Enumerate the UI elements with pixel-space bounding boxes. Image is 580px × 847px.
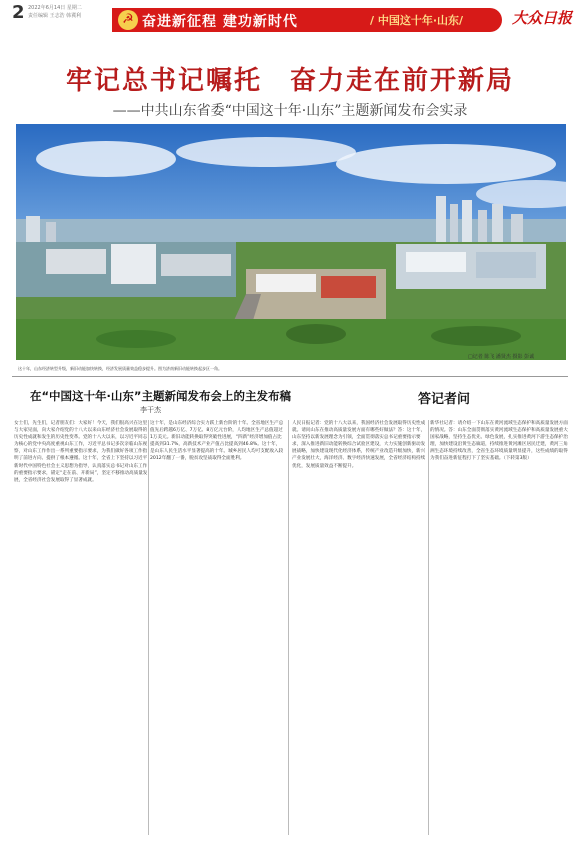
qa-section-title: 答记者问: [418, 392, 471, 407]
photo-credit: □记者 陈飞 潘贤杰 摄影 彭诚: [468, 354, 535, 360]
page-number: 2: [12, 2, 25, 23]
date-line: 2022年6月14日 星期二: [28, 5, 82, 11]
editors-line: 责任编辑 王志浩 韩冀利: [28, 13, 82, 19]
article-title: 在“中国这十年·山东”主题新闻发布会上的主发布稿: [30, 389, 291, 403]
party-emblem-icon: ☭: [118, 10, 138, 30]
page-subheadline: ——中共山东省委“中国这十年·山东”主题新闻发布会实录: [112, 103, 468, 119]
section-name: / 中国这十年·山东/: [370, 14, 464, 27]
article-byline: 李干杰: [140, 406, 161, 414]
column-divider: [148, 420, 149, 835]
qa-column-1: 人民日报记者：党的十八大以来，我国经济社会发展取得历史性成就。请问山东在推动高质量发展方面有哪些好做法？答：这十年，山东坚持以新发展理念为引领，全面贯彻落实总书记重要指示要求，深入推进新旧动能转换综合试验区建设，大力实施创新驱动发展战略，加快建设现代化经济体系，传统产业改造升级加快，新兴产业发展壮大，海洋经济、数字经济快速发展，全省经济结构持续优化，发展质量效益不断提升。: [292, 421, 426, 469]
photo-caption: 这十年，山东经济转型升级，新旧动能加快转换，经济发展质量效益稳步提升。图为济南新旧动能转换起步区一角。: [18, 366, 222, 371]
newspaper-logo: 大众日报: [512, 9, 573, 27]
column-divider: [288, 420, 289, 835]
qa-column-2: 新华社记者：请介绍一下山东在黄河流域生态保护和高质量发展方面的情况。答：山东全面贯彻落实黄河流域生态保护和高质量发展重大国家战略，坚持生态优先、绿色发展，扎实推进黄河下游生态保护治理，加快建设沿黄生态廊道，持续推进黄河滩区居民迁建，黄河三角洲生态环境持续改善，全省生态环境质量明显提升，这些成绩的取得为我们奋进新征程打下了坚实基础。（下转第3版）: [430, 421, 568, 462]
article-column-1: 女士们，先生们，记者朋友们：大家好！今天，我们很高兴在这里与大家见面，向大家介绍党的十八大以来山东经济社会发展取得的历史性成就和发生的历史性变革。党的十八大以来，以习近平同志为核心的党中央高度重视山东工作，习近平总书记多次亲临山东视察，对山东工作作出一系列重要指示要求，为我们做好各项工作指明了前进方向、提供了根本遵循。这十年，全省上下坚持以习近平新时代中国特色社会主义思想为指导，认真落实总书记对山东工作的重要指示要求，锚定“走在前、开新局”，坚定不移推动高质量发展，全省经济社会发展取得了显著成就。: [14, 421, 148, 483]
page-headline: 牢记总书记嘱托 奋力走在前开新局: [65, 66, 514, 96]
divider: [12, 376, 568, 377]
article-column-2: 这十年，是山东经济综合实力跃上新台阶的十年。全省地区生产总值先后跨越6万亿、7万亿、8万亿元台阶，人均地区生产总值超过1万美元。新旧动能转换取得突破性进展，“四新”经济增加值占比提高到31.7%，高新技术产业产值占比提高到46.8%。这十年，是山东人民生活水平显著提高的十年。城乡居民人均可支配收入较2012年翻了一番，脱贫攻坚战取得全面胜利。: [150, 421, 284, 462]
column-divider: [428, 420, 429, 835]
section-slogan: 奋进新征程 建功新时代: [142, 14, 298, 30]
masthead: [0, 0, 580, 40]
city-aerial-photo: [16, 124, 566, 360]
